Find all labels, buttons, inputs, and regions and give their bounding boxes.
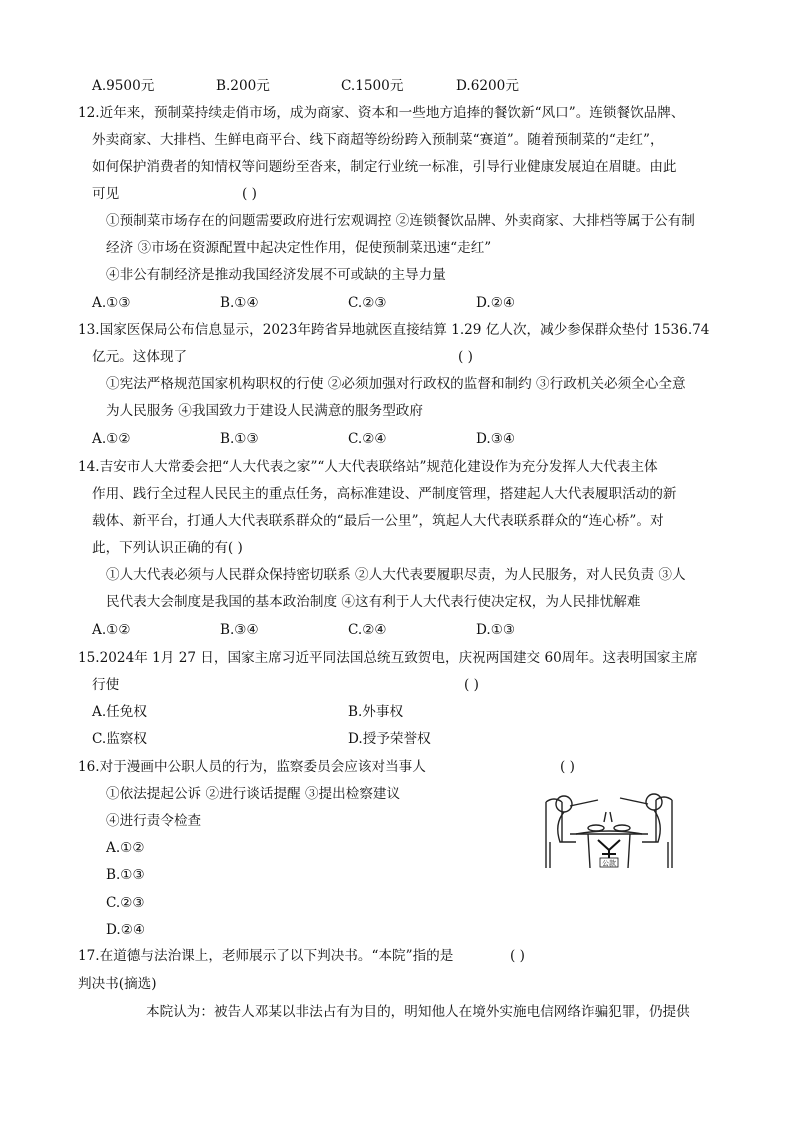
- question-14-stem-line: 作用、践行全过程人民民主的重点任务，高标准建设、严制度管理，搭建起人大代表履职活动的新: [92, 486, 677, 502]
- answer-bracket: ( ): [458, 349, 473, 365]
- option-b: B.外事权: [348, 704, 404, 720]
- statement-line: ①依法提起公诉 ②进行谈话提醒 ③提出检察建议: [106, 786, 401, 802]
- question-14-stem-line: 14.吉安市人大常委会把“人大代表之家”“人大代表联络站”规范化建设作为充分发挥人大代表主体: [78, 459, 658, 475]
- statement-line: ①预制菜市场存在的问题需要政府进行宏观调控 ②连锁餐饮品牌、外卖商家、大排档等属于公有制: [106, 213, 695, 229]
- question-12-stem-line: 可见: [92, 186, 120, 202]
- statement-line: ①人大代表必须与人民群众保持密切联系 ②人大代表要履职尽责，为人民服务，对人民负责 ③人: [106, 567, 686, 583]
- cartoon-illustration: [540, 782, 678, 870]
- question-12-stem-line: 如何保护消费者的知情权等问题纷至沓来，制定行业统一标准，引导行业健康发展迫在眉睫。由此: [92, 159, 677, 175]
- option-d: D.③④: [476, 431, 516, 447]
- option-a: A.①③: [92, 295, 131, 311]
- option-a: A.①②: [92, 622, 131, 638]
- option-d: D.授予荣誉权: [348, 731, 431, 747]
- cartoon-label: 公款: [602, 859, 616, 868]
- option-b: B.①③: [220, 431, 259, 447]
- question-13-stem-line: 亿元。这体现了: [92, 349, 188, 365]
- option-a: A.①②: [92, 431, 131, 447]
- question-12-stem-line: 外卖商家、大排档、生鲜电商平台、线下商超等纷纷跨入预制菜“赛道”。随着预制菜的“走红”，: [92, 132, 664, 148]
- option-c: C.监察权: [92, 731, 148, 747]
- document-excerpt: 本院认为：被告人邓某以非法占有为目的，明知他人在境外实施电信网络诈骗犯罪，仍提供: [146, 1004, 690, 1020]
- option-a: A.①②: [106, 840, 145, 856]
- option-a: A.9500元: [92, 78, 155, 94]
- question-14-stem-line: 此，下列认识正确的有( ): [92, 540, 243, 556]
- statement-line: 经济 ③市场在资源配置中起决定性作用，促使预制菜迅速“走红”: [106, 240, 492, 256]
- question-15-stem-line: 15.2024年 1月 27 日，国家主席习近平同法国总统互致贺电，庆祝两国建交 60周年。这表明国家主席: [78, 650, 698, 666]
- question-13-stem-line: 13.国家医保局公布信息显示，2023年跨省异地就医直接结算 1.29 亿人次，减少参保群众垫付 1536.74: [78, 322, 710, 338]
- option-d: D.6200元: [456, 78, 519, 94]
- question-17-stem: 17.在道德与法治课上，老师展示了以下判决书。“本院”指的是: [78, 948, 454, 964]
- answer-bracket: ( ): [242, 186, 257, 202]
- statement-line: ①宪法严格规范国家机构职权的行使 ②必须加强对行政权的监督和制约 ③行政机关必须全心全意: [106, 376, 686, 392]
- option-b: B.200元: [216, 78, 270, 94]
- option-a: A.任免权: [92, 704, 147, 720]
- option-c: C.②③: [348, 295, 387, 311]
- statement-line: 为人民服务 ④我国致力于建设人民满意的服务型政府: [106, 403, 423, 419]
- statement-line: 民代表大会制度是我国的基本政治制度 ④这有利于人大代表行使决定权，为人民排忧解难: [106, 594, 641, 610]
- option-c: C.②④: [348, 622, 387, 638]
- option-d: D.①③: [476, 622, 516, 638]
- answer-bracket: ( ): [510, 948, 525, 964]
- option-b: B.①④: [220, 295, 259, 311]
- question-12-stem-line: 12.近年来，预制菜持续走俏市场，成为商家、资本和一些地方追捧的餐饮新“风口”。连锁餐饮品牌、: [78, 105, 685, 121]
- statement-line: ④进行责令检查: [106, 813, 202, 829]
- answer-bracket: ( ): [464, 677, 479, 693]
- question-14-stem-line: 载体、新平台，打通人大代表联系群众的“最后一公里”，筑起人大代表联系群众的“连心桥”。对: [92, 513, 664, 529]
- option-d: D.②④: [476, 295, 516, 311]
- answer-bracket: ( ): [560, 759, 575, 775]
- option-b: B.①③: [106, 867, 145, 883]
- option-d: D.②④: [106, 922, 146, 938]
- document-title: 判决书(摘选): [78, 976, 157, 992]
- statement-line: ④非公有制经济是推动我国经济发展不可或缺的主导力量: [106, 267, 446, 283]
- option-b: B.③④: [220, 622, 259, 638]
- question-16-stem: 16.对于漫画中公职人员的行为，监察委员会应该对当事人: [78, 759, 426, 775]
- question-15-stem-line: 行使: [92, 677, 120, 693]
- option-c: C.1500元: [341, 78, 404, 94]
- option-c: C.②④: [348, 431, 387, 447]
- option-c: C.②③: [106, 895, 145, 911]
